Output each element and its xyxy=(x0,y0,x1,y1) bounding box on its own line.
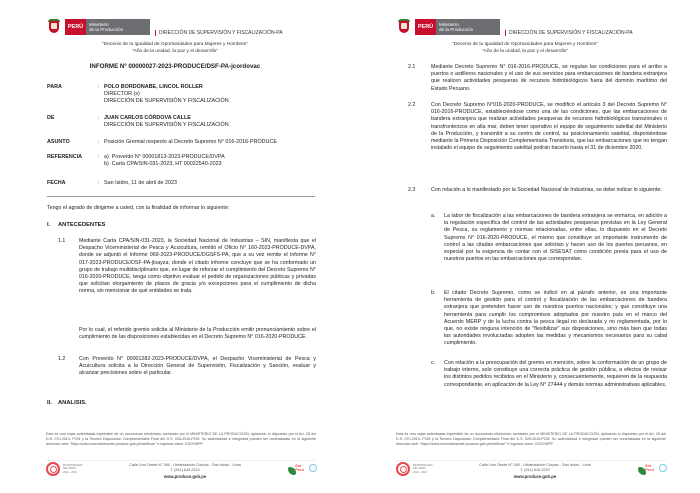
colon: : xyxy=(98,180,100,186)
directorate-name: DIRECCIÓN DE SUPERVISIÓN Y FISCALIZACIÓN-PA xyxy=(509,30,633,36)
paragraph-1-1-continued: Por lo cual, el referido gremio solicita al Ministerio de la Producción emitir pronunciamiento sobre el cumplimiento de las disposiciones establecidas en el Decreto Supremo N° 016-2020-PRODUCE. xyxy=(79,327,316,341)
brand-line-1: Sin xyxy=(645,463,652,468)
bicentennial-text xyxy=(63,464,89,474)
ministry-line-2: de la Producción xyxy=(89,27,124,32)
para-value xyxy=(104,84,334,104)
motto xyxy=(0,42,350,55)
section-number: I. xyxy=(47,222,51,228)
list-item-a: La labor de fiscalización a las embarcaciones de bandera extranjera se enmarca, en adición a la regulación específica del control de las actividades pesqueras previstas en la Ley General de Pesca, su reglamento y normas relacionadas, entre ellas, lo dispuesto en el Decreto Supremo N° 016-2020-PRODUCE, el mismo que constituye un importante instrumento de control a las citadas embarcaciones que solicitan y hacen uso de los puertos peruanos, en especial por la exigencia de contar con el SISESAT como condición previa para el uso de nuestros puertos en las embarcaciones que correspondan. xyxy=(444,213,667,263)
de-value xyxy=(104,115,334,129)
website-link[interactable]: www.produce.gob.pe xyxy=(163,473,207,479)
paragraph-number: 2.3 xyxy=(408,187,416,193)
coat-of-arms-icon xyxy=(47,19,61,35)
ministry-line-1: Ministerio xyxy=(89,22,109,27)
colon: : xyxy=(98,115,100,121)
bicentennial-line-1: BICENTENARIO xyxy=(413,464,433,468)
reference-b xyxy=(104,161,334,168)
paragraph-number: 1.2 xyxy=(58,356,66,362)
peru-label: PERÚ xyxy=(415,19,436,35)
section-number: II. xyxy=(47,400,52,406)
reference-marker: b) xyxy=(104,160,109,167)
bicentennial-line-2: DEL PERÚ xyxy=(63,467,76,471)
ministry-logo xyxy=(397,17,500,35)
brand-text xyxy=(645,464,659,475)
motto xyxy=(350,42,700,55)
brand-line-2: Perú xyxy=(295,467,304,473)
directorate-name: DIRECCIÓN DE SUPERVISIÓN Y FISCALIZACIÓN-PA xyxy=(159,30,283,36)
paragraph-number: 2.2 xyxy=(408,102,416,108)
list-marker: c. xyxy=(431,360,436,366)
date-value: San Isidro, 11 de abril de 2023 xyxy=(104,180,178,186)
reference-marker: a) xyxy=(104,154,109,160)
brand-circle-icon xyxy=(659,464,667,472)
list-marker: a. xyxy=(431,213,436,219)
intro-text: Tengo el agrado de dirigirme a usted, con la finalidad de informar lo siguiente: xyxy=(47,205,230,211)
paragraph-2-2: Con Decreto Supremo N°016-2020-PRODUCE, se modificó el artículo 3 del Decreto Supremo N° 016-2016-PRODUCE, estableciéndose como una de las condiciones, que las embarcaciones de bandera extranjera que realizan actividades pesqueras de recursos hidrobiológicos transzonales o transfronterizos en alta mar, deben tener operativo el equipo de seguimiento satelital del Ministerio de la Producción, y transmitir a su centro de control, su posicionamiento satelital, disponiéndose mediante la Primera Disposición Complementaria Transitoria, que las embarcaciones que no tengan instalado el equipo de seguimiento satelital podrán hacerlo hasta el 31 de diciembre 2020. xyxy=(431,102,667,152)
bicentennial-line-2: DEL PERÚ xyxy=(413,467,426,471)
list-marker: b. xyxy=(431,290,436,296)
paragraph-1-1: Mediante Carta CPA/SIN-031-2023, la Sociedad Nacional de Industrias – SIN, manifiesta que el Despacho Viceministerial de Pesca y Acuicultura, remitió el Oficio N° 160-2023-PRODUCE-DVPA, donde se adjuntó el Informe 069-2023-PRODUCE/DGSFS-PA, que a su vez remite el Informe N° 017-2023-PRODUCE/DSF-PA-jloayza; donde el citado informe concluye que se ha conformado un grupo de trabajo multidisciplinario que, en lugar de reforzar el cumplimiento del Decreto Supremo N° 016-2020-PRODUCE, tenga como objetivo evaluar el pedido de organizaciones públicas y privadas que solicitan otorgamiento de plazos de gracia y/o excepciones para el cumplimiento de dicha norma, sin mencionar de qué entidades se trata. xyxy=(79,238,316,295)
divider xyxy=(155,30,156,36)
motto-line-1: "Decenio de la Igualdad de Oportunidades para Mujeres y Hombres" xyxy=(102,42,248,47)
bicentennial-line-3: 2021 - 2024 xyxy=(413,470,427,474)
brand-peru-logo xyxy=(288,463,318,477)
bicentennial-line-3: 2021 - 2024 xyxy=(63,470,77,474)
bicentennial-icon xyxy=(46,462,60,476)
paragraph-2-3: Con relación a lo manifestado por la Sociedad Nacional de Industrias, se debe indicar lo siguiente: xyxy=(431,187,662,193)
bicentennial-logo xyxy=(46,462,89,476)
address-text: Calle Uno Oeste N° 060 - Urbanización Córpac - San Isidro - Lima xyxy=(129,463,241,467)
paragraph-number: 1.1 xyxy=(58,238,66,244)
ministry-label xyxy=(436,19,500,35)
motto-line-1: "Decenio de la Igualdad de Oportunidades para Mujeres y Hombres" xyxy=(452,42,598,47)
bicentennial-text xyxy=(413,464,439,474)
sender-name: JUAN CARLOS CÓRDOVA CALLE xyxy=(104,115,191,121)
motto-line-2: "Año de la unidad, la paz y el desarrollo" xyxy=(131,48,219,54)
bicentennial-icon xyxy=(396,462,410,476)
recipient-unit: DIRECCIÓN DE SUPERVISIÓN Y FISCALIZACIÓN xyxy=(104,97,229,104)
footer-divider xyxy=(396,460,666,461)
footer-address xyxy=(100,463,270,479)
colon: : xyxy=(98,139,100,145)
website-link[interactable]: www.produce.gob.pe xyxy=(513,473,557,479)
recipient-role: DIRECTOR (s) xyxy=(104,90,140,97)
brand-line-1: Sin xyxy=(295,463,302,468)
section-title-antecedentes: ANTECEDENTES xyxy=(58,222,106,228)
authenticity-note: Esta es una copia autenticada imprimible de un documento electrónico archivado por el MINISTERIO DE LA PRODUCCIÓN, aplicando lo dispuesto por el Art. 25 del D.S. 070-2013- PCM y la Tercera Disposición Complementaria Final del D.S. 026-2016-PCM. Su autenticidad e integridad pueden ser contrastadas en la siguiente dirección web: "https://edocumentostramite.produce.gob.pe/verificar/" e ingresar clave: VJIOYMPP xyxy=(46,432,316,446)
brand-line-2: Perú xyxy=(645,467,654,473)
divider xyxy=(505,30,506,36)
report-title: INFORME Nº 00000027-2023-PRODUCE/DSF-PA-jcordovac xyxy=(89,63,261,70)
brand-circle-icon xyxy=(309,464,317,472)
document-page-2 xyxy=(350,0,700,493)
paragraph-1-2: Con Proveído N° 00001282-2023-PRODUCE/DVPA, el Despacho Viceministerial de Pesca y Acuicultura solicita a la Dirección General de Supervisión, Fiscalización y Sanción, evaluar y alcanzar precisiones sobre el particular. xyxy=(79,356,316,377)
reference-text: Proveído N° 00001813-2023-PRODUCE/DVPA xyxy=(111,154,225,160)
para-label: PARA xyxy=(47,84,62,90)
ministry-line-1: Ministerio xyxy=(439,22,459,27)
fecha-label: FECHA xyxy=(47,180,66,186)
reference-text: Carta CPA/SIN-031-2023, HT 00022540-2023 xyxy=(111,160,222,167)
phone-text: T. (511) 616 2222 xyxy=(520,468,550,473)
colon: : xyxy=(98,84,100,90)
footer-divider xyxy=(46,460,316,461)
footer-address xyxy=(450,463,620,479)
de-label: DE xyxy=(47,115,55,121)
ministry-line-2: de la Producción xyxy=(439,27,474,32)
ministry-logo xyxy=(47,17,150,35)
list-item-b: El citado Decreto Supremo, como se indicó en al párrafo anterior, es una importante herramienta de gestión para el control y fiscalización de las embarcaciones de bandera extranjera que pretenden hacer uso de nuestros puertos nacionales; y que constituye una herramienta para cumplir los compromisos adoptados por nuestro país en el marco del Acuerdo MERP y de la lucha contra la pesca ilegal no declarada y no reglamentada, por lo que, no existe ninguna intención de "flexibilizar" sus disposiciones, sino más bien que todas las autoridades involucradas adopten las medidas y mecanismos necesarios para su cabal cumplimiento. xyxy=(444,290,667,347)
paragraph-2-1: Mediante Decreto Supremo N° 016-2016-PRODUCE, se regulan las condiciones para el arribo a puertos o astilleros nacionales y el uso de sus servicios para embarcaciones de bandera extranjera que realicen actividades pesqueras de recursos hidrobiológicos fuera del dominio marítimo del Estado Peruano. xyxy=(431,64,667,92)
colon: : xyxy=(98,154,100,160)
asunto-label: ASUNTO xyxy=(47,139,70,145)
address-text: Calle Uno Oeste N° 060 - Urbanización Córpac - San Isidro - Lima xyxy=(479,463,591,467)
authenticity-note: Esta es una copia autenticada imprimible de un documento electrónico archivado por el MINISTERIO DE LA PRODUCCIÓN, aplicando lo dispuesto por el Art. 25 del D.S. 070-2013- PCM y la Tercera Disposición Complementaria Final del D.S. 026-2016-PCM. Su autenticidad e integridad pueden ser contrastadas en la siguiente dirección web: "https://edocumentostramite.produce.gob.pe/verificar/" e ingresar clave: VJIOYMPP xyxy=(396,432,666,446)
section-title-analisis: ANALISIS. xyxy=(58,400,87,406)
peru-label: PERÚ xyxy=(65,19,86,35)
bicentennial-logo xyxy=(396,462,439,476)
list-item-c: Con relación a la preocupación del gremio en mención, sobre la conformación de un grupo de trabajo interno, solo constituye una correcta práctica de gestión pública, a efectos de revisar los distintos pedidos recibidos en el Ministerio y, consecuentemente, requieren de la respuesta correspondiente, en aplicación de la Ley N° 27444 y demás normas administrativas aplicables. xyxy=(444,360,667,388)
recipient-name: POLO BORDONABE, LINCOL ROLLER xyxy=(104,84,203,90)
motto-line-2: "Año de la unidad, la paz y el desarrollo" xyxy=(481,48,569,54)
brand-text xyxy=(295,464,309,475)
directorate-header xyxy=(155,30,283,36)
directorate-header xyxy=(505,30,633,36)
separator-line xyxy=(47,196,315,197)
brand-peru-logo xyxy=(638,463,668,477)
phone-text: T. (511) 616 2222 xyxy=(170,468,200,473)
sender-unit: DIRECCIÓN DE SUPERVISIÓN Y FISCALIZACIÓN xyxy=(104,121,229,128)
reference-a xyxy=(104,154,334,161)
bicentennial-line-1: BICENTENARIO xyxy=(63,464,83,468)
subject-value: Posición Gremial respecto al Decreto Supremo N° 016-2016-PRODUCE xyxy=(104,139,277,145)
ministry-label xyxy=(86,19,150,35)
referencia-label: REFERENCIA xyxy=(47,154,83,160)
referencia-value xyxy=(104,154,334,168)
paragraph-number: 2.1 xyxy=(408,64,416,70)
coat-of-arms-icon xyxy=(397,19,411,35)
